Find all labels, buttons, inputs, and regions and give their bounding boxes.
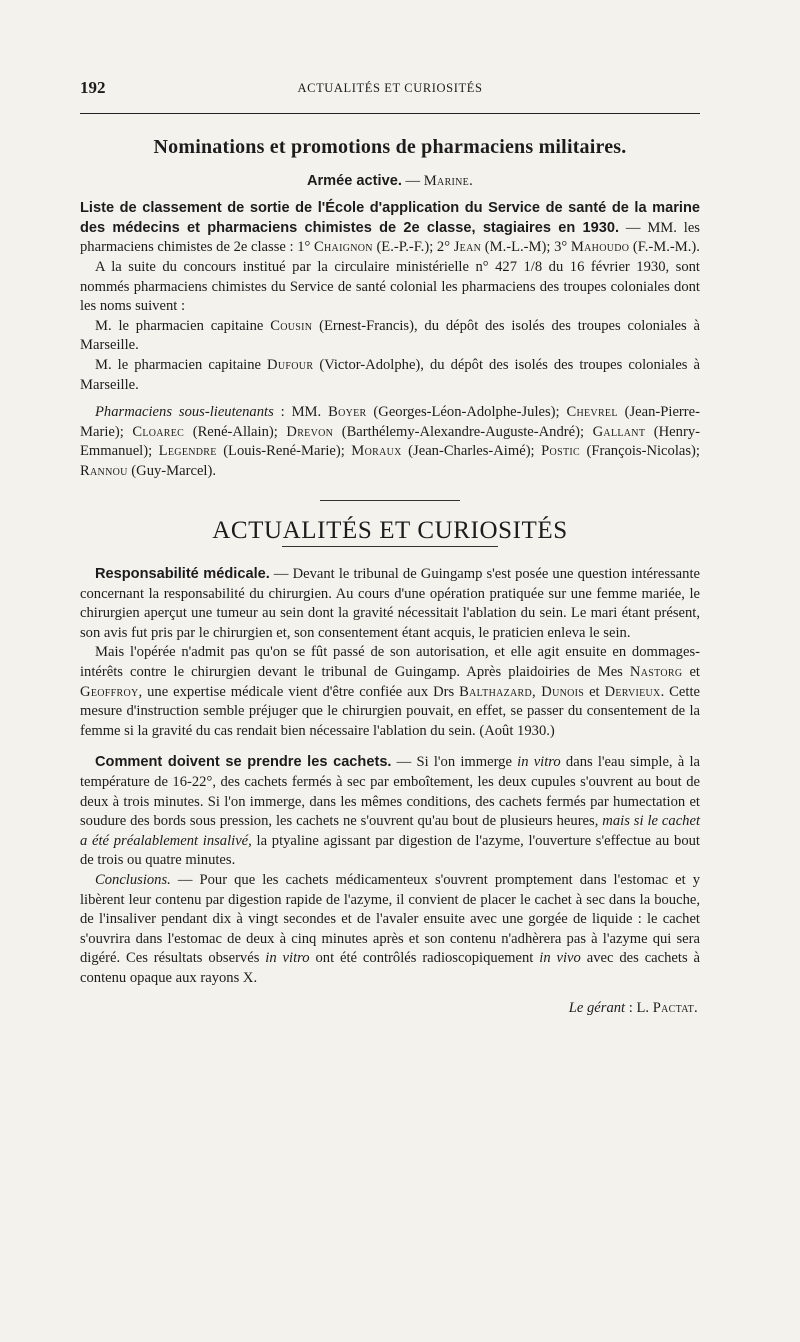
page-body bbox=[80, 138, 700, 1018]
section-title-rule bbox=[282, 546, 498, 547]
paragraph-sous-lieutenants: Pharmaciens sous-lieutenants : MM. Boyer (Georges-Léon-Adolphe-Jules); Chevrel (Jean-Pierre-Marie); Cloarec (René-Allain); Drevon (Barthélemy-Alexandre-Auguste-André); Gallant (Henry-Emmanuel); Legendre (Louis-René-Marie); Moraux (Jean-Charles-Aimé); Postic (François-Nicolas); Rannou (Guy-Marcel). bbox=[80, 404, 700, 479]
article-cachets-conclusions: Conclusions. — Pour que les cachets médicamenteux s'ouvrent promptement dans l'estomac et y libèrent leur contenu par digestion rapide de l'azyme, il convient de placer le cachet à sec dans la bouche, de l'insaliver pendant dix à vingt secondes et de l'avaler ensuite avec une gorgée de liquide : le cachet s'ouvrira dans l'estomac de deux à cinq minutes après et son contenu n'adhèrera pas à l'azyme qui sera digéré. Ces résultats observés in vitro ont été contrôlés radioscopiquement in vivo avec des cachets à contenu opaque aux rayons X. bbox=[80, 872, 701, 986]
paragraph-concours: A la suite du concours institué par la circulaire ministérielle n° 427 1/8 du 16 février 1930, sont nommés pharmaciens chimistes du Service de santé colonial les pharmaciens des troupes coloniales dont les noms suivent : bbox=[80, 258, 700, 315]
article-responsabilite: Responsabilité médicale. — Devant le tribunal de Guingamp s'est posée une question intéressante concernant la responsabilité du chirurgien. Au cours d'une opération pratiquée sur une femme mariée, le chirurgien aperçut une tumeur au sein dont la gravité nécessitait l'ablation du sein. Le mari étant présent, son avis fut pris par le chirurgien et, son consentement étant acquis, le praticien enleva le sein. bbox=[80, 566, 700, 641]
running-head bbox=[80, 78, 700, 100]
paragraph-dufour: M. le pharmacien capitaine Dufour (Victor-Adolphe), du dépôt des isolés des troupes coloniales à Marseille. bbox=[80, 356, 700, 393]
running-title: ACTUALITÉS ET CURIOSITÉS bbox=[297, 81, 483, 95]
section-title-actualites: ACTUALITÉS ET CURIOSITÉS bbox=[212, 516, 568, 544]
article-cachets: Comment doivent se prendre les cachets. — Si l'on immerge in vitro dans l'eau simple, à la température de 16-22°, des cachets fermés à sec par emboîtement, les deux cupules s'ouvrent au bout de deux à trois minutes. Si l'on immerge, dans les mêmes conditions, des cachets fermés par humectation et soudure des bords sous pression, les cachets ne s'ouvrent qu'au bout de plusieurs heures, mais si le cachet a été préalablement insalivé, la ptyaline agissant par digestion de l'azyme, l'ouverture s'effectue au bout de trois ou quatre minutes. bbox=[80, 754, 700, 869]
signature: Le gérant : L. Pactat. bbox=[568, 999, 698, 1016]
page-number: 192 bbox=[80, 78, 106, 97]
paragraph-classement: Liste de classement de sortie de l'École d'application du Service de santé de la marine des médecins et pharmaciens chimistes de 2e classe, stagiaires en 1930. — MM. les pharmaciens chimistes de 2e classe : 1° Chaignon (E.-P.-F.); 2° Jean (M.-L.-M); 3° Mahoudo (F.-M.-M.). bbox=[80, 200, 700, 256]
section-subtitle: Armée active. — Marine. bbox=[306, 172, 474, 189]
section-title-nominations: Nominations et promotions de pharmaciens militaires. bbox=[153, 136, 627, 158]
article-responsabilite-continued: Mais l'opérée n'admit pas qu'on se fût passé de son autorisation, et elle agit ensuite en dommages-intérêts contre le chirurgien devant le tribunal de Guingamp. Après plaidoiries de Mes Nastorg et Geoffroy, une expertise médicale vient d'être confiée aux Drs Balthazard, Dunois et Dervieux. Cette mesure d'instruction semble préjuger que le chirurgien pouvait, en effet, se passer du consentement de la femme si la gravité du cas rendait bien nécessaire l'ablation du sein. (Août 1930.) bbox=[80, 644, 700, 739]
section-separator bbox=[320, 500, 460, 501]
paragraph-cousin: M. le pharmacien capitaine Cousin (Ernest-Francis), du dépôt des isolés des troupes coloniales à Marseille. bbox=[80, 317, 700, 354]
header-rule bbox=[80, 113, 700, 114]
